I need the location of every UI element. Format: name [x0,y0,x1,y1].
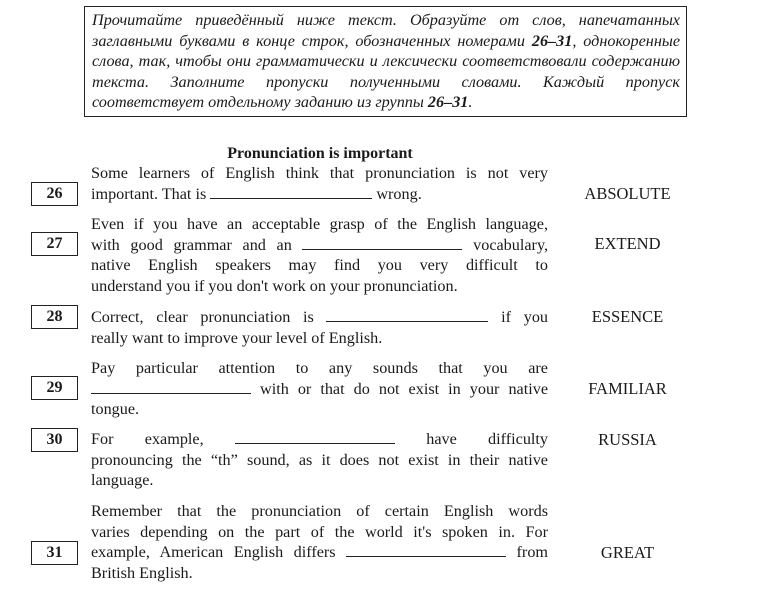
instructions-range-1: 26–31 [531,31,573,50]
task-31-text [91,501,548,583]
text-title: Pronunciation is important [227,145,413,162]
task-29-text [91,358,548,420]
task-31-line-2: varies depending on the part of the world it's spoken in. For [91,522,548,541]
task-30-number: 30 [31,428,78,452]
instructions-range-2: 26–31 [427,93,469,111]
task-31-line-4: British English. [91,563,193,582]
task-28-blank[interactable] [326,307,488,322]
task-26-line-1: Some learners of English think that pronunciation is not very [91,164,548,182]
task-26-word: ABSOLUTE [584,184,671,203]
task-31-word: GREAT [600,543,655,562]
task-27-blank[interactable] [302,235,462,250]
task-27-line-1: Even if you have an acceptable grasp of the English language, [91,215,548,233]
task-30-line-2: pronouncing the “th” sound, as it does not exist in their native [91,450,548,469]
task-30-line-1 [91,429,548,450]
task-26-line-2-start: important. That is [91,184,207,203]
task-27-word: EXTEND [594,234,661,253]
task-30-line-3: language. [91,471,154,490]
task-29-line-2-end: with or that do not exist in your native [260,379,549,398]
task-30-line-1-start: For example, [91,430,204,448]
task-28-line-1 [91,307,548,328]
task-29-number: 29 [31,376,78,400]
task-31-line-3-start: example, American English differs [91,543,336,562]
task-28-number: 28 [31,305,78,329]
task-26-blank[interactable] [210,184,372,199]
task-26-line-2 [91,184,548,205]
task-30-blank[interactable] [235,429,395,444]
task-30-line-1-end: have difficulty [426,430,548,448]
task-27-line-4: understand you if you don't work on your pronunciation. [91,276,458,295]
task-28-line-1-end: if you [501,308,549,326]
task-28-text [91,307,548,348]
instructions-text-2: , однокоренные слова, так, чтобы они грамматически и лексически соответствовали содержанию текста. Заполните пропуски полученными словами. Каждый пропуск соответствует отдельному заданию из группы [92,31,681,111]
task-29-line-3: tongue. [91,400,140,419]
task-31-line-3 [91,542,548,563]
task-27-number: 27 [31,232,78,256]
task-28-line-2: really want to improve your level of English. [91,328,383,347]
task-27-line-2-start: with good grammar and an [91,235,292,254]
task-26-number: 26 [31,182,78,206]
task-29-line-1: Pay particular attention to any sounds that you are [91,359,548,377]
task-31-line-1: Remember that the pronunciation of certain English words [91,502,548,520]
task-30-text [91,429,548,491]
task-29-word: FAMILIAR [588,379,667,398]
task-27-line-2 [91,235,548,256]
task-26-text [91,163,548,204]
task-26-line-2-end: wrong. [376,184,422,203]
instructions-text-3: . [468,93,473,111]
task-29-line-2 [91,379,548,400]
task-31-blank[interactable] [346,542,506,557]
task-29-blank[interactable] [91,379,251,394]
task-28-line-1-start: Correct, clear pronunciation is [91,308,314,326]
task-27-text [91,214,548,296]
task-31-number: 31 [31,541,78,565]
task-31-line-3-end: from [516,543,549,562]
instructions-box [84,6,687,117]
task-28-word: ESSENCE [591,307,664,326]
instructions-text-1: Прочитайте приведённый ниже текст. Образуйте от слов, напечатанных заглавными буквами в конце строк, обозначенных номерами [92,11,680,50]
task-27-line-2-end: vocabulary, [473,235,549,254]
task-27-line-3: native English speakers may find you very difficult to [91,256,548,275]
task-30-word: RUSSIA [598,430,657,449]
